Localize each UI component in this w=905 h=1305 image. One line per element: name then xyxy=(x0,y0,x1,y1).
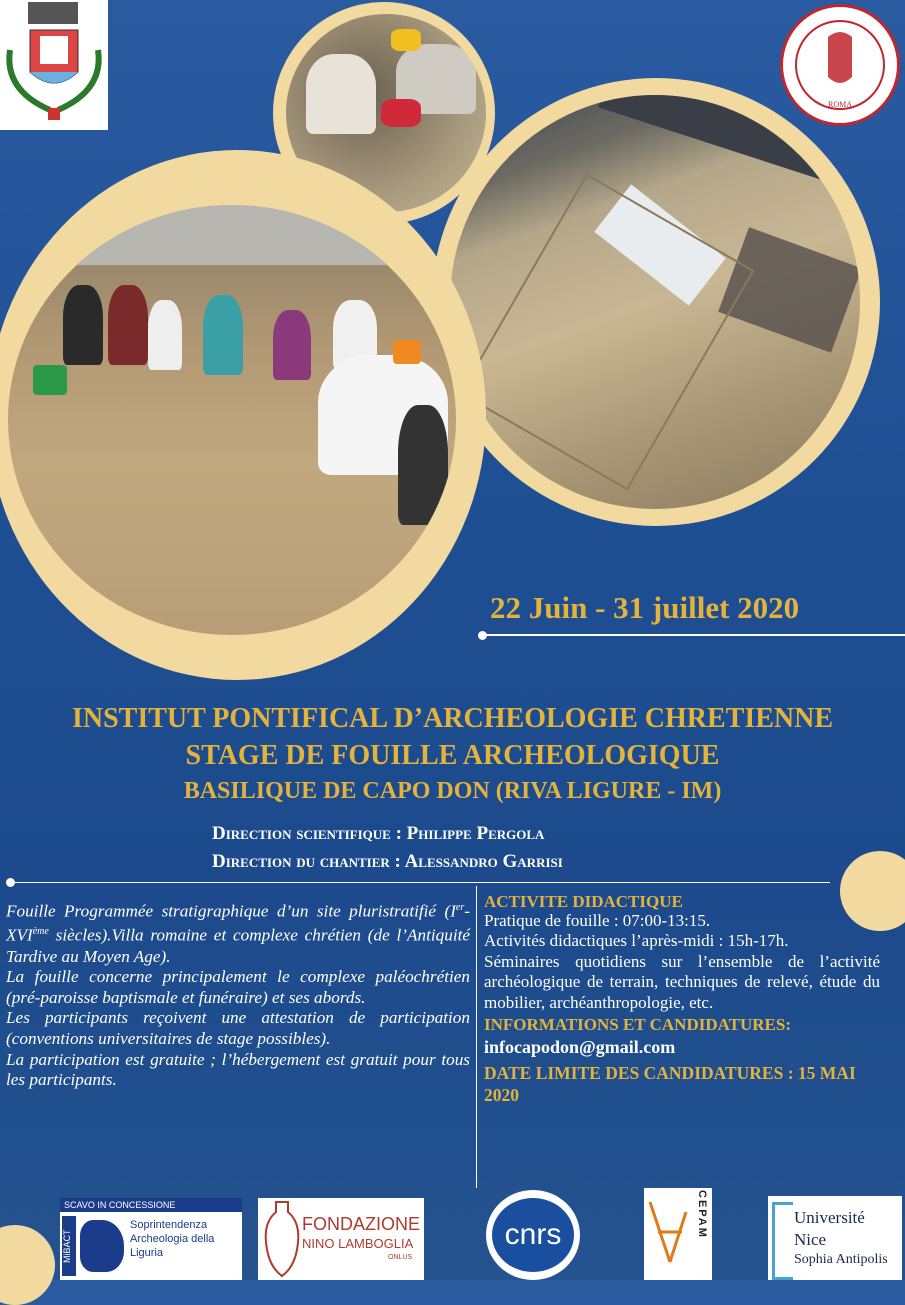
fondazione-lamboglia-logo: FONDAZIONE NINO LAMBOGLIA ONLUS xyxy=(258,1198,424,1280)
town-coat-of-arms-logo xyxy=(0,0,108,130)
date-divider-dot xyxy=(478,631,487,640)
activities-column xyxy=(484,892,880,1106)
aerial-site-photo xyxy=(450,95,860,509)
description-column xyxy=(6,898,470,1091)
mibact-soprintendenza-logo: SCAVO IN CONCESSIONE MiBACT Soprintendenza Archeologia della Liguria xyxy=(60,1198,242,1280)
activity-heading: ACTIVITE DIDACTIQUE xyxy=(484,892,683,911)
activity-afternoon: Activités didactiques l’après-midi : 15h-17h. xyxy=(484,931,789,951)
contact-email[interactable]: infocapodon@gmail.com xyxy=(484,1037,676,1058)
cnrs-logo: cnrs xyxy=(486,1190,580,1280)
activity-excavation: Pratique de fouille : 07:00-13:15. xyxy=(484,911,711,930)
decorative-circle-bottom xyxy=(0,1225,55,1305)
excavation-photo-left xyxy=(8,205,456,635)
description-paragraph-4: La participation est gratuite ; l’hébergement est gratuit pour tous les participants. xyxy=(6,1049,470,1090)
description-paragraph-2: La fouille concerne principalement le complexe paléochrétien (pré-paroisse baptismale et funéraire) et ses abords. xyxy=(6,967,470,1007)
piac-seal-logo xyxy=(780,4,900,126)
column-divider xyxy=(476,886,477,1188)
date-divider xyxy=(483,634,905,636)
date-range: 22 Juin - 31 juillet 2020 xyxy=(490,590,800,625)
site-direction: Direction du chantier : Alessandro Garrisi xyxy=(212,851,563,872)
section-divider-dot xyxy=(6,878,15,887)
universite-nice-logo: Université Nice Sophia Antipolis xyxy=(768,1196,902,1280)
scientific-direction: Direction scientifique : Philippe Pergola xyxy=(212,823,545,844)
seal-text: ROMA xyxy=(827,100,853,109)
activity-seminars: Séminaires quotidiens sur l’ensemble de l’activité archéologique de terrain, techniques de relevé, étude du mobilier, archéanthropologie, etc. xyxy=(484,951,880,1012)
cepam-logo: CEPAM xyxy=(644,1188,712,1280)
title-stage: STAGE DE FOUILLE ARCHEOLOGIQUE xyxy=(185,740,720,771)
title-institute: INSTITUT PONTIFICAL D’ARCHEOLOGIE CHRETIENNE xyxy=(71,703,834,734)
info-heading: INFORMATIONS ET CANDIDATURES: xyxy=(484,1015,791,1035)
description-paragraph-1: Fouille Programmée stratigraphique d’un site pluristratifié (Ier-XVIème siècles).Villa romaine et complexe chrétien (de l’Antiquité Tardive au Moyen Age). xyxy=(6,901,470,966)
deadline-heading: DATE LIMITE DES CANDIDATURES : 15 MAI 2020 xyxy=(484,1063,856,1106)
section-divider xyxy=(10,882,830,883)
title-basilica: BASILIQUE DE CAPO DON (RIVA LIGURE - IM) xyxy=(183,778,722,804)
description-paragraph-3: Les participants reçoivent une attestation de participation (conventions universitaires de stage possibles). xyxy=(6,1008,470,1049)
